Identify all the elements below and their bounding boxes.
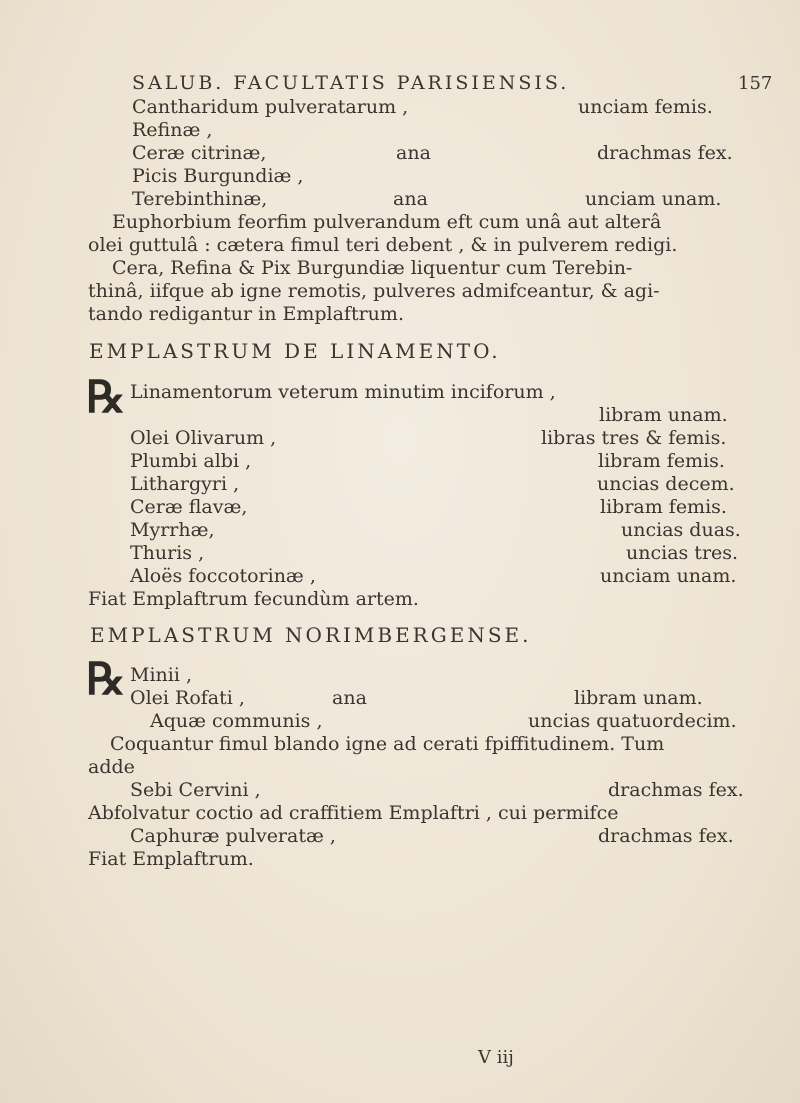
ingredient-line: Caphuræ pulveratæ ,: [130, 825, 336, 847]
ingredient-line: Cantharidum pulveratarum ,: [132, 96, 409, 118]
ingredient-quantity: libram femis.: [598, 450, 725, 472]
ingredient-quantity: unciam unam.: [600, 565, 737, 587]
body-text: adde: [88, 756, 135, 778]
recipe-instruction: Fiat Emplaftrum fecundùm artem.: [88, 588, 419, 610]
ingredient-quantity: uncias duas.: [621, 519, 741, 541]
ingredient-line: Linamentorum veterum minutim inciforum ,: [130, 381, 556, 403]
ingredient-line: Plumbi albi ,: [130, 450, 252, 472]
ingredient-line: Olei Rofati ,: [130, 687, 245, 709]
ana-marker: ana: [332, 687, 367, 709]
signature-mark: V iij: [478, 1047, 514, 1068]
ingredient-quantity: libram femis.: [600, 496, 727, 518]
ingredient-line: Aloës foccotorinæ ,: [130, 565, 316, 587]
ingredient-quantity: drachmas fex.: [598, 825, 734, 847]
ingredient-line: Aquæ communis ,: [150, 710, 323, 732]
body-text: tando redigantur in Emplaftrum.: [88, 303, 404, 325]
ingredient-line: Lithargyri ,: [130, 473, 240, 495]
ana-marker: ana: [393, 188, 428, 210]
ingredient-line: Sebi Cervini ,: [130, 779, 261, 801]
body-text: olei guttulâ : cætera fimul teri debent , & in pulverem redigi.: [88, 234, 678, 256]
body-text: Cera, Refina & Pix Burgundiæ liquentur cum Terebin-: [112, 257, 633, 279]
body-text: thinâ, iifque ab igne remotis, pulveres admifceantur, & agi-: [88, 280, 660, 302]
ingredient-line: Myrrhæ,: [130, 519, 215, 541]
ingredient-quantity: libram unam.: [574, 687, 703, 709]
ingredient-quantity: libras tres & femis.: [541, 427, 727, 449]
ingredient-line: Picis Burgundiæ ,: [132, 165, 304, 187]
recipe-symbol: ℞: [86, 654, 126, 705]
ingredient-line: Thuris ,: [130, 542, 205, 564]
ingredient-quantity: uncias decem.: [597, 473, 735, 495]
ingredient-line: Terebinthinæ,: [132, 188, 268, 210]
ingredient-line: Ceræ citrinæ,: [132, 142, 267, 164]
body-text: Abfolvatur coctio ad craffitiem Emplaftri , cui permifce: [88, 802, 619, 824]
body-text: Coquantur fimul blando igne ad cerati fpiffitudinem. Tum: [110, 733, 665, 755]
ingredient-quantity: libram unam.: [599, 404, 728, 426]
ingredient-line: Ceræ flavæ,: [130, 496, 248, 518]
ingredient-quantity: unciam femis.: [578, 96, 713, 118]
page-number: 157: [738, 73, 773, 94]
ingredient-quantity: drachmas fex.: [608, 779, 744, 801]
ingredient-quantity: uncias quatuordecim.: [528, 710, 737, 732]
section-heading: EMPLASTRUM DE LINAMENTO.: [89, 339, 501, 363]
ingredient-line: Olei Olivarum ,: [130, 427, 277, 449]
ingredient-line: Refinæ ,: [132, 119, 213, 141]
running-head: SALUB. FACULTATIS PARISIENSIS.: [132, 72, 570, 94]
section-heading: EMPLASTRUM NORIMBERGENSE.: [90, 623, 532, 647]
ingredient-line: Minii ,: [130, 664, 193, 686]
ingredient-quantity: drachmas fex.: [597, 142, 733, 164]
recipe-instruction: Fiat Emplaftrum.: [88, 848, 254, 870]
body-text: Euphorbium feorfim pulverandum eft cum unâ aut alterâ: [112, 211, 662, 233]
ingredient-quantity: uncias tres.: [626, 542, 739, 564]
ingredient-quantity: unciam unam.: [585, 188, 722, 210]
recipe-symbol: ℞: [86, 372, 126, 423]
ana-marker: ana: [396, 142, 431, 164]
